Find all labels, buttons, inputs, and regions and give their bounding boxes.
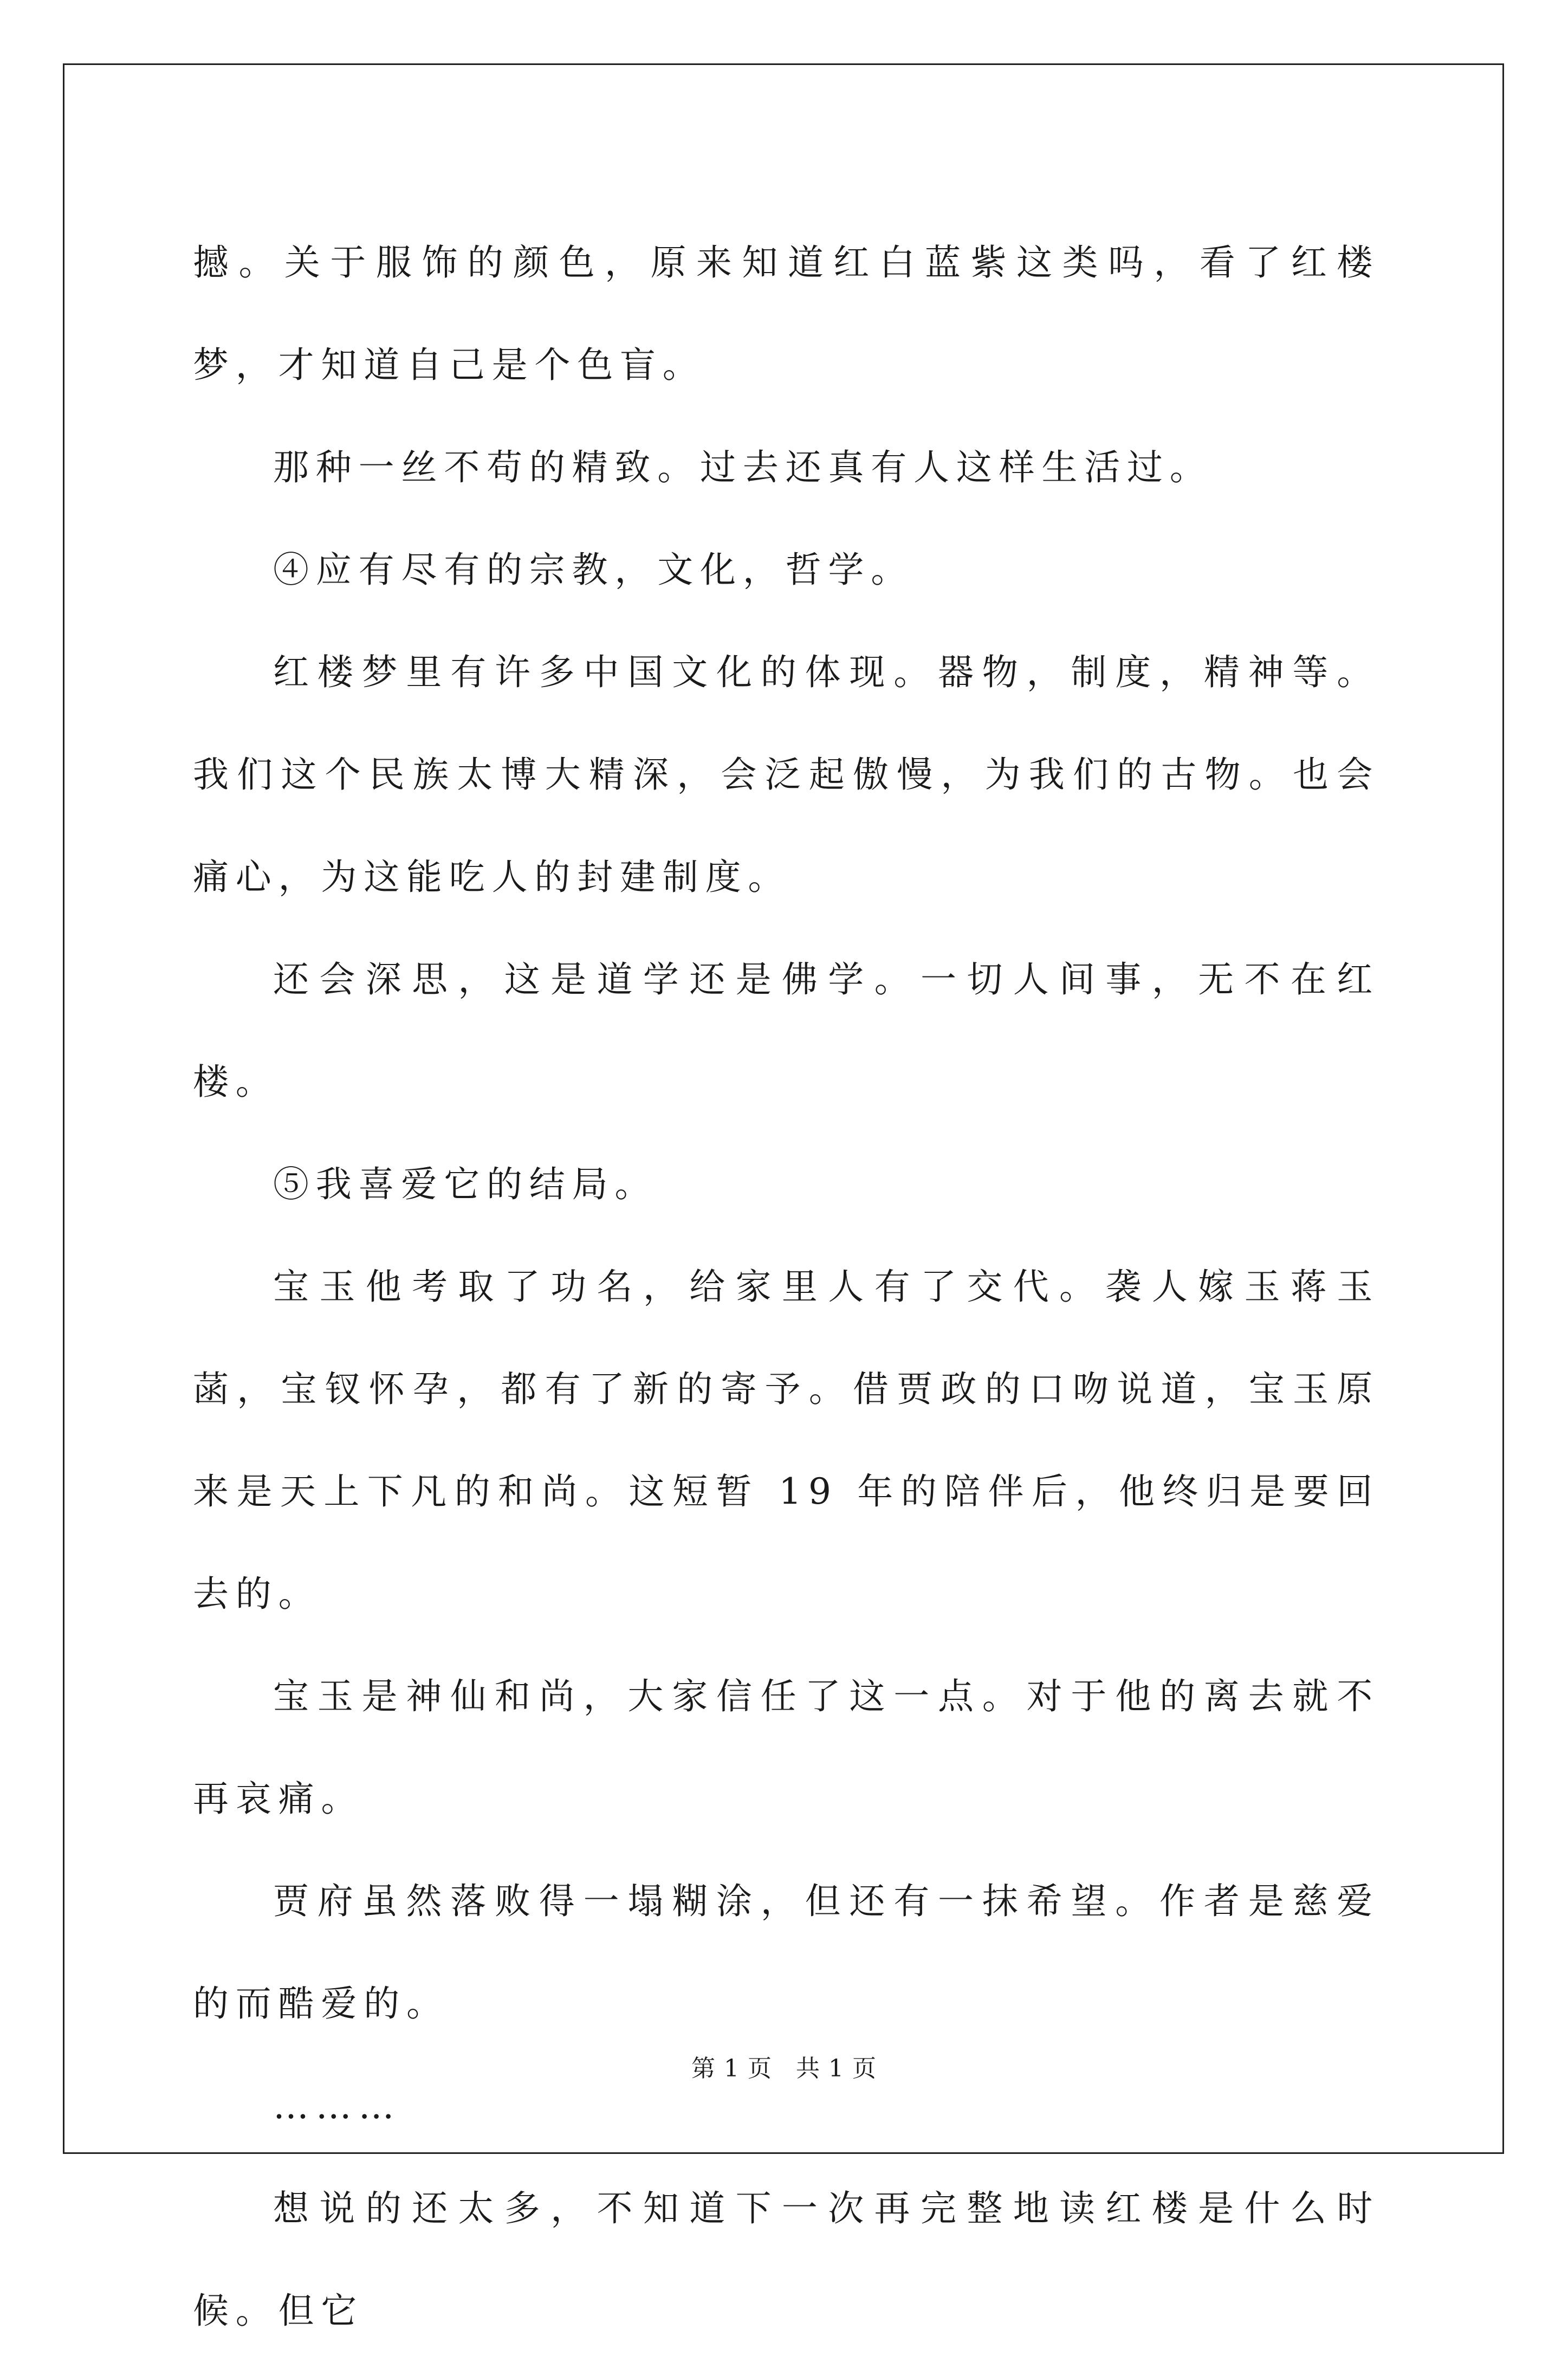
paragraph: 宝玉他考取了功名，给家里人有了交代。袭人嫁玉蒋玉菡，宝钗怀孕，都有了新的寄予。借贾政的口吻说道，宝玉原来是天上下凡的和尚。这短暂 19 年的陪伴后，他终归是要回去的。: [193, 1266, 1379, 1615]
paragraph: ⑤我喜爱它的结局。: [273, 1163, 658, 1205]
paragraph: ④应有尽有的宗教，文化，哲学。: [273, 549, 913, 591]
paragraph: 想说的还太多，不知道下一次再完整地读红楼是什么时候。但它: [193, 2188, 1379, 2332]
paragraph: 那种一丝不苟的精致。过去还真有人这样生活过。: [273, 446, 1213, 488]
page-total: 共 1 页: [796, 2055, 877, 2082]
page-footer: [0, 2053, 1568, 2085]
paragraph: 撼。关于服饰的颜色，原来知道红白蓝紫这类吗，看了红楼梦，才知道自己是个色盲。: [193, 242, 1379, 386]
document-body: [193, 211, 1379, 2362]
paragraph: 贾府虽然落败得一塌糊涂，但还有一抹希望。作者是慈爱的而酷爱的。: [193, 1880, 1379, 2024]
paragraph: 红楼梦里有许多中国文化的体现。器物，制度，精神等。我们这个民族太博大精深，会泛起傲慢，为我们的古物。也会痛心，为这能吃人的封建制度。: [193, 651, 1379, 898]
paragraph: ………: [273, 2085, 401, 2127]
paragraph: 还会深思，这是道学还是佛学。一切人间事，无不在红楼。: [193, 959, 1379, 1103]
page-number: 第 1 页: [691, 2055, 772, 2082]
paragraph: 宝玉是神仙和尚，大家信任了这一点。对于他的离去就不再哀痛。: [193, 1675, 1379, 1820]
